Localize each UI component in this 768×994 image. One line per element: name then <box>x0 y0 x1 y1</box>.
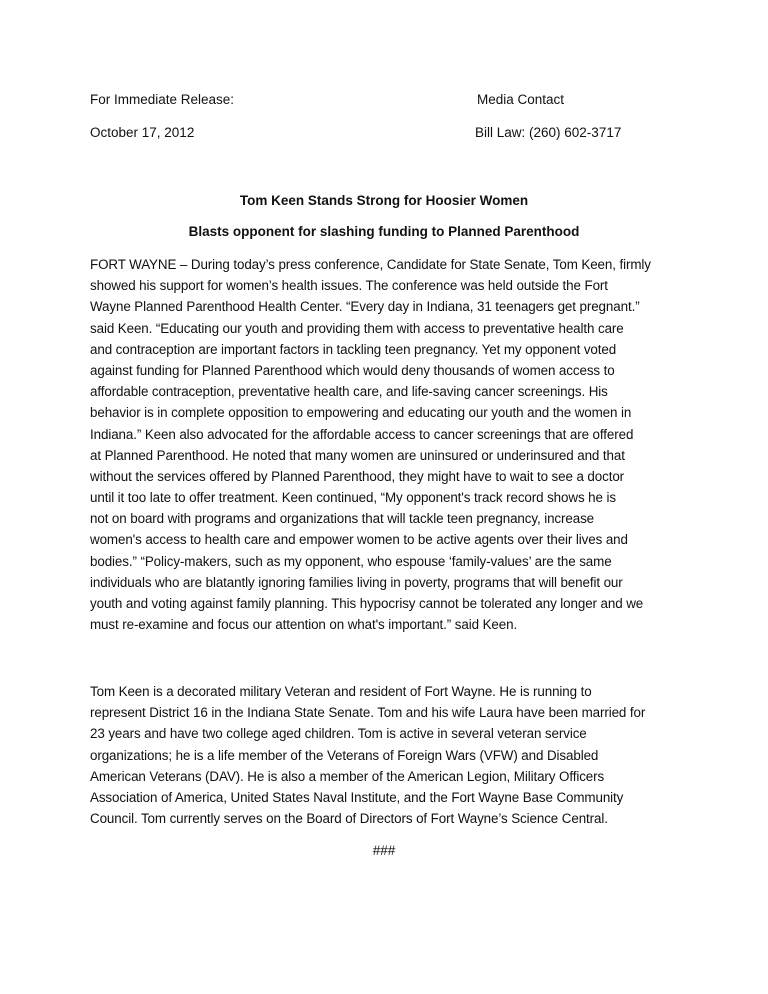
body-line: Wayne Planned Parenthood Health Center. “Every day in Indiana, 31 teenagers get pregnant.” <box>90 299 640 315</box>
release-label: For Immediate Release: <box>90 92 235 107</box>
body-line: bodies.” “Policy-makers, such as my opponent, who espouse ‘family-values’ are the same <box>90 553 612 569</box>
body-line: without the services offered by Planned Parenthood, they might have to wait to see a doctor <box>90 468 625 484</box>
body-line: behavior is in complete opposition to empowering and educating our youth and the women in <box>90 405 632 421</box>
headline: Tom Keen Stands Strong for Hoosier Women <box>239 193 529 208</box>
body-line: youth and voting against family planning. This hypocrisy cannot be tolerated any longer and we <box>90 596 644 611</box>
body-line: said Keen. “Educating our youth and providing them with access to preventative health care <box>90 320 624 336</box>
bio-line: Council. Tom currently serves on the Board of Directors of Fort Wayne’s Science Central. <box>90 811 608 827</box>
body-line: until it too late to offer treatment. Keen continued, “My opponent's track record shows he is <box>90 490 616 506</box>
bio-line: American Veterans (DAV). He is also a member of the American Legion, Military Officers <box>90 768 605 784</box>
body-line: women's access to health care and empower women to be active agents over their lives and <box>90 532 628 548</box>
body-line: and contraception are important factors in tackling teen pregnancy. Yet my opponent voted <box>90 341 617 357</box>
body-line: showed his support for women’s health issues. The conference was held outside the Fort <box>90 278 608 294</box>
body-line: individuals who are blatantly ignoring families living in poverty, programs that will benefit our <box>90 574 623 590</box>
body-paragraph-1 <box>90 254 688 635</box>
body-line: must re-examine and focus our attention on what's important.” said Keen. <box>90 617 518 633</box>
body-line: Indiana.” Keen also advocated for the affordable access to cancer screenings that are offered <box>90 426 634 442</box>
body-line: not on board with programs and organizations that will tackle teen pregnancy, increase <box>90 511 595 527</box>
media-contact-label: Media Contact <box>477 92 565 107</box>
bio-line: Association of America, United States Naval Institute, and the Fort Wayne Base Community <box>90 789 624 805</box>
bio-line: Tom Keen is a decorated military Veteran and resident of Fort Wayne. He is running to <box>90 684 592 699</box>
body-line: at Planned Parenthood. He noted that many women are uninsured or underinsured and that <box>90 447 625 463</box>
end-mark: ### <box>372 843 396 858</box>
bio-line: represent District 16 in the Indiana State Senate. Tom and his wife Laura have been married for <box>90 705 646 721</box>
bio-line: 23 years and have two college aged children. Tom is active in several veteran service <box>90 726 587 742</box>
subheadline: Blasts opponent for slashing funding to Planned Parenthood <box>188 224 580 239</box>
bio-line: organizations; he is a life member of the Veterans of Foreign Wars (VFW) and Disabled <box>90 747 599 763</box>
contact-info: Bill Law: (260) 602-3717 <box>475 125 622 140</box>
body-line: affordable contraception, preventative health care, and life-saving cancer screenings. His <box>90 384 608 400</box>
release-date: October 17, 2012 <box>90 125 195 140</box>
body-line: FORT WAYNE – During today’s press conference, Candidate for State Senate, Tom Keen, firmly <box>90 257 651 272</box>
body-line: against funding for Planned Parenthood which would deny thousands of women access to <box>90 362 615 378</box>
body-paragraph-2 <box>90 681 688 829</box>
